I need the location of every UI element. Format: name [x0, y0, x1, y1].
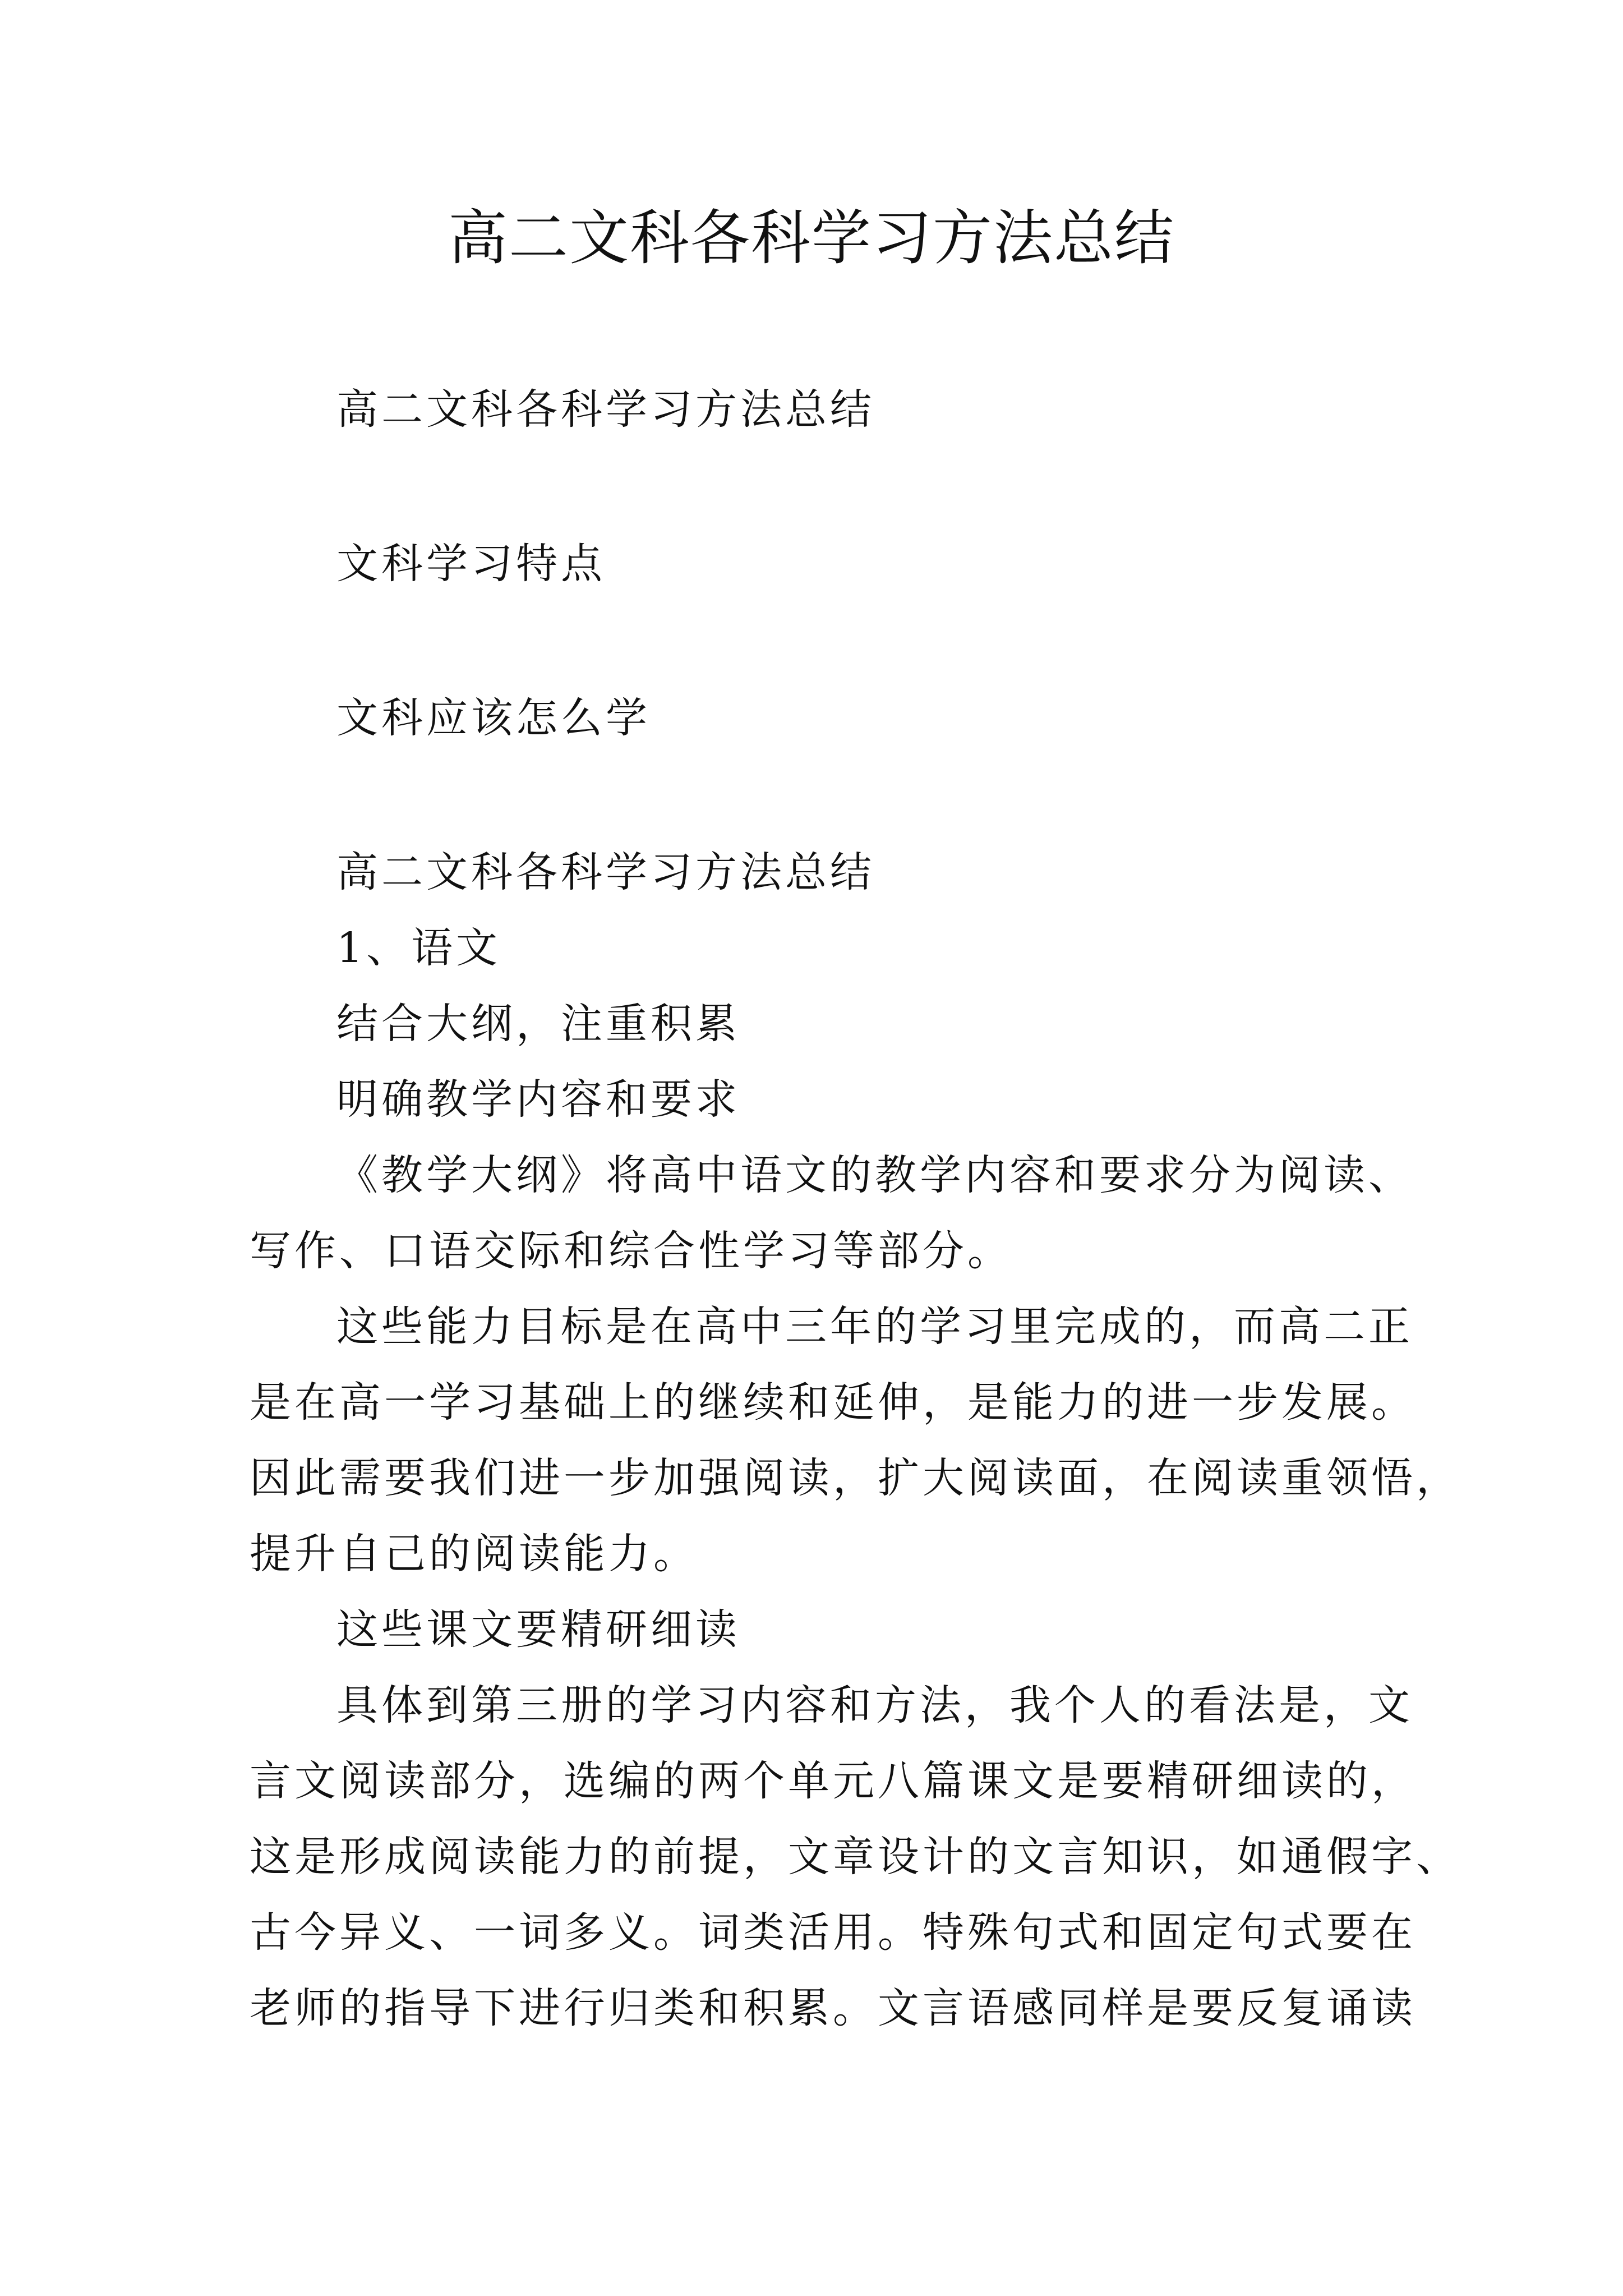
paragraph-line: 老师的指导下进行归类和积累。文言语感同样是要反复诵读: [250, 1984, 1416, 2032]
paragraph-line: 具体到第三册的学习内容和方法，我个人的看法是，文: [336, 1681, 1413, 1729]
paragraph-line: 提升自己的阅读能力。: [250, 1530, 698, 1578]
paragraph-line: 结合大纲，注重积累: [336, 1000, 740, 1048]
section-heading: 文科应该怎么学: [336, 694, 651, 742]
paragraph-line: 言文阅读部分，选编的两个单元八篇课文是要精研细读的，: [250, 1757, 1416, 1805]
paragraph-line: 这是形成阅读能力的前提，文章设计的文言知识，如通假字、: [250, 1833, 1461, 1881]
paragraph-line: 《教学大纲》将高中语文的教学内容和要求分为阅读、: [336, 1151, 1413, 1199]
paragraph-line: 古今异义、一词多义。词类活用。特殊句式和固定句式要在: [250, 1908, 1416, 1957]
paragraph-line: 这些课文要精研细读: [336, 1605, 740, 1654]
paragraph-line: 是在高一学习基础上的继续和延伸，是能力的进一步发展。: [250, 1378, 1416, 1427]
paragraph-line: 这些能力目标是在高中三年的学习里完成的，而高二正: [336, 1303, 1413, 1351]
section-heading: 高二文科各科学习方法总结: [336, 848, 875, 896]
paragraph-line: 因此需要我们进一步加强阅读，扩大阅读面，在阅读重领悟，: [250, 1454, 1461, 1502]
paragraph-line: 明确教学内容和要求: [336, 1075, 740, 1124]
subject-heading: 1、语文: [336, 924, 501, 972]
subtitle-line: 高二文科各科学习方法总结: [336, 385, 875, 434]
document-title: 高二文科各科学习方法总结: [448, 204, 1175, 273]
section-heading: 文科学习特点: [336, 540, 606, 588]
paragraph-line: 写作、口语交际和综合性学习等部分。: [250, 1227, 1012, 1275]
